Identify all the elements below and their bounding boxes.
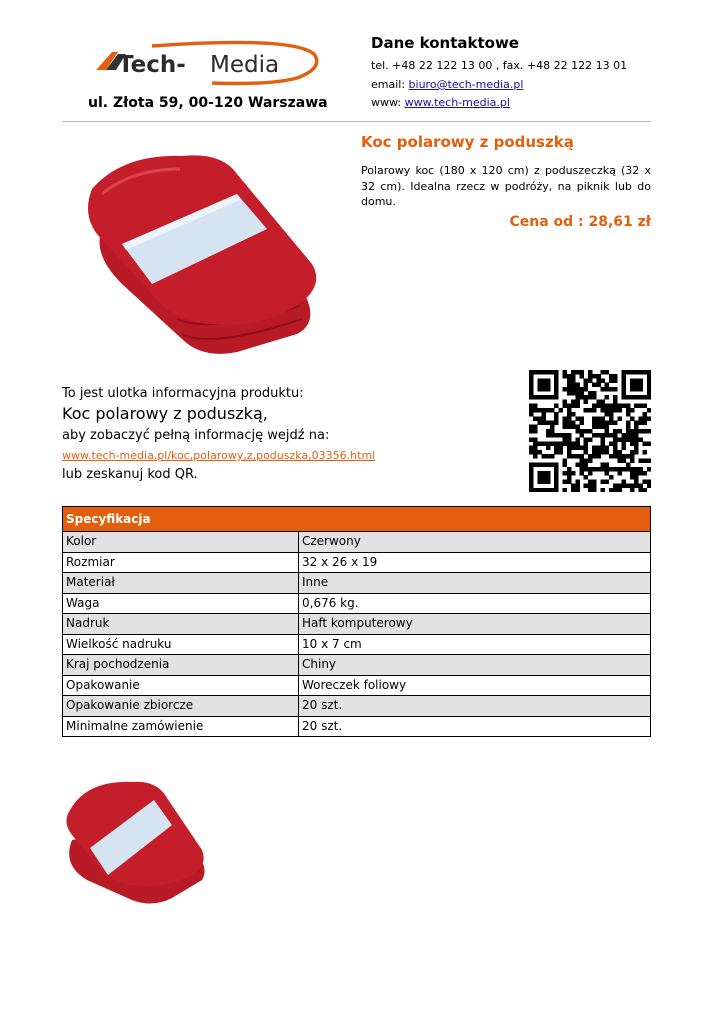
spec-row [63,532,651,553]
email-label: email: [371,78,409,91]
spec-key: Kolor [63,532,299,553]
product-price: Cena od : 28,61 zł [509,214,651,230]
product-description: Polarowy koc (180 x 120 cm) z poduszeczką (32 x 32 cm). Idealna rzecz w podróży, na piknik lub do domu. [361,164,651,208]
leaflet-instruction: aby zobaczyć pełną informację wejdź na: [62,428,330,443]
spec-value: 10 x 7 cm [299,634,651,655]
phone-fax-line: tel. +48 22 122 13 00 , fax. +48 22 122 13 01 [371,59,628,72]
spec-row [63,573,651,594]
spec-value: 32 x 26 x 19 [299,552,651,573]
spec-row [63,716,651,737]
spec-row [63,614,651,635]
spec-key: Wielkość nadruku [63,634,299,655]
leaflet-qr-instruction: lub zeskanuj kod QR. [62,467,198,482]
website-link[interactable]: www.tech-media.pl [404,96,510,109]
spec-key: Materiał [63,573,299,594]
spec-value: Inne [299,573,651,594]
spec-key: Opakowanie [63,675,299,696]
spec-row [63,634,651,655]
spec-header: Specyfikacja [63,507,651,532]
spec-value: Haft komputerowy [299,614,651,635]
email-link[interactable]: biuro@tech-media.pl [408,78,524,91]
company-logo [92,40,320,86]
header-divider [62,121,651,122]
spec-row [63,655,651,676]
spec-value: Czerwony [299,532,651,553]
spec-value: 20 szt. [299,716,651,737]
contact-heading: Dane kontaktowe [371,34,519,52]
spec-key: Rozmiar [63,552,299,573]
www-line [371,96,510,109]
spec-key: Nadruk [63,614,299,635]
spec-value: Chiny [299,655,651,676]
leaflet-intro: To jest ulotka informacyjna produktu: [62,386,304,401]
spec-key: Kraj pochodzenia [63,655,299,676]
company-address: ul. Złota 59, 00-120 Warszawa [88,95,328,111]
spec-key: Minimalne zamówienie [63,716,299,737]
spec-key: Waga [63,593,299,614]
spec-row [63,696,651,717]
spec-value: 20 szt. [299,696,651,717]
spec-value: 0,676 kg. [299,593,651,614]
logo-prefix: Tech- [118,52,186,78]
spec-row [63,552,651,573]
spec-value: Woreczek foliowy [299,675,651,696]
product-thumbnail [62,770,208,912]
product-image [62,134,342,364]
product-title: Koc polarowy z poduszką [361,133,574,151]
spec-key: Opakowanie zbiorcze [63,696,299,717]
logo-suffix: Media [210,52,280,78]
spec-header-row [63,507,651,532]
product-page-link[interactable]: www.tech-media.pl/koc,polarowy,z,poduszka,03356.html [62,449,376,462]
www-label: www: [371,96,405,109]
spec-row [63,593,651,614]
email-line [371,78,523,91]
qr-code[interactable] [529,370,651,492]
spec-table [62,506,651,737]
spec-row [63,675,651,696]
leaflet-product-name: Koc polarowy z poduszką, [62,404,268,423]
